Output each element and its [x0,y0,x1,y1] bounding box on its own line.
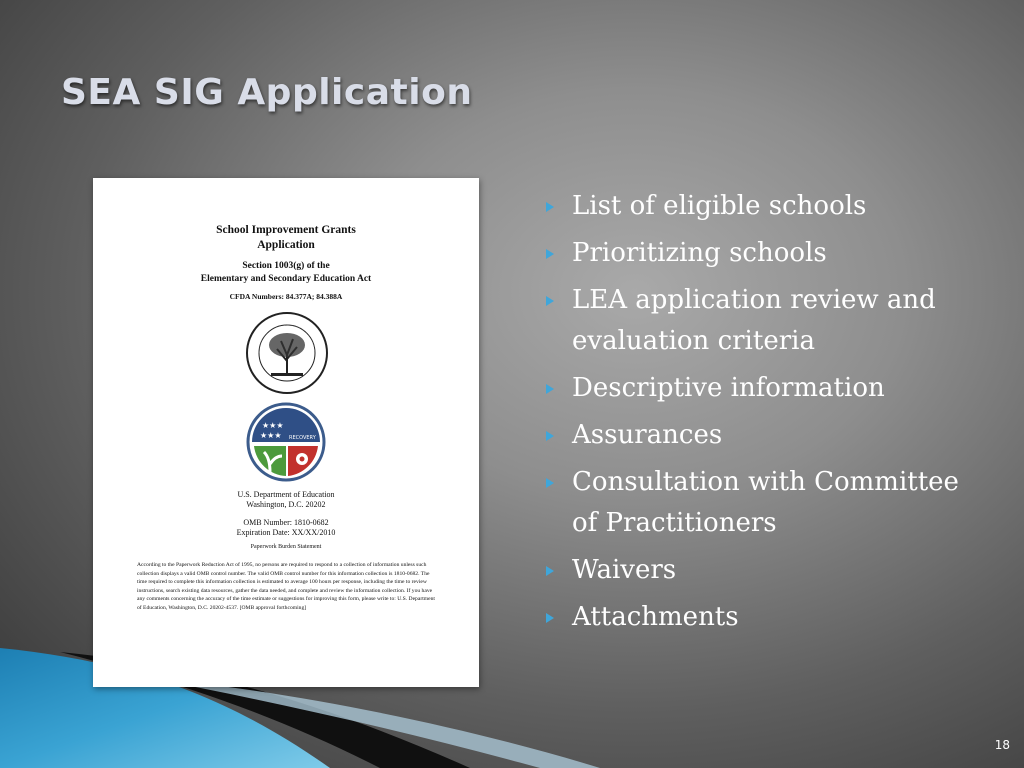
document-dept-line2: Washington, D.C. 20202 [246,500,326,509]
document-omb-line2: Expiration Date: XX/XX/2010 [236,528,336,537]
document-omb [93,518,479,538]
document-title [93,223,479,253]
document-cover-image [93,178,479,687]
bullet-arrow-icon [546,249,554,259]
bullet-text: Assurances [572,420,723,450]
bullet-arrow-icon [546,613,554,623]
svg-text:★★★: ★★★ [260,431,282,440]
bullet-item [540,186,980,227]
bullet-text: Consultation with Committee of Practitioners [572,467,959,538]
document-title-line2: Application [257,239,315,251]
page-number: 18 [994,738,1010,752]
bullet-item [540,462,980,544]
bullet-arrow-icon [546,296,554,306]
bullet-arrow-icon [546,202,554,212]
department-of-education-seal-icon [245,311,329,395]
bullet-text: LEA application review and evaluation criteria [572,285,936,356]
recovery-logo-icon [246,402,326,482]
document-title-line1: School Improvement Grants [216,224,356,236]
bullet-arrow-icon [546,384,554,394]
bullet-arrow-icon [546,431,554,441]
bullet-list [540,186,980,644]
document-section [93,260,479,286]
document-cfda: CFDA Numbers: 84.377A; 84.388A [229,292,343,301]
bullet-text: Descriptive information [572,373,885,403]
bullet-text: List of eligible schools [572,191,867,221]
svg-text:RECOVERY: RECOVERY [289,435,316,441]
document-section-line2: Elementary and Secondary Education Act [200,274,372,284]
bullet-item [540,280,980,362]
bullet-arrow-icon [546,478,554,488]
document-omb-line1: OMB Number: 1810-0682 [243,518,329,527]
document-burden-heading: Paperwork Burden Statement [250,544,322,550]
bullet-item [540,597,980,638]
bullet-text: Waivers [572,555,677,585]
bullet-text: Attachments [572,602,739,632]
bullet-item [540,368,980,409]
svg-text:★★★: ★★★ [262,421,284,430]
document-department [93,490,479,510]
document-dept-line1: U.S. Department of Education [237,490,335,499]
slide-title: SEA SIG Application [61,72,473,113]
bullet-arrow-icon [546,566,554,576]
document-burden-paragraph: According to the Paperwork Reduction Act of 1995, no persons are required to respond to a collection of information unless such collection displays a valid OMB control number. The valid OMB control number for this information collection is 1810-0682. The time required to complete this information collection is estimated to average 100 hours per response, including the time to review instructions, search existing data resources, gather the data needed, and complete and review the information collection. If you have any comments concerning the accuracy of the time estimate or suggestions for improving this form, please write to: U.S. Department of Education, Washington, D.C. 20202-4537. [OMB approval forthcoming] [137,562,435,611]
bullet-item [540,415,980,456]
document-section-line1: Section 1003(g) of the [242,261,330,271]
bullet-text: Prioritizing schools [572,238,827,268]
bullet-item [540,233,980,274]
bullet-item [540,550,980,591]
